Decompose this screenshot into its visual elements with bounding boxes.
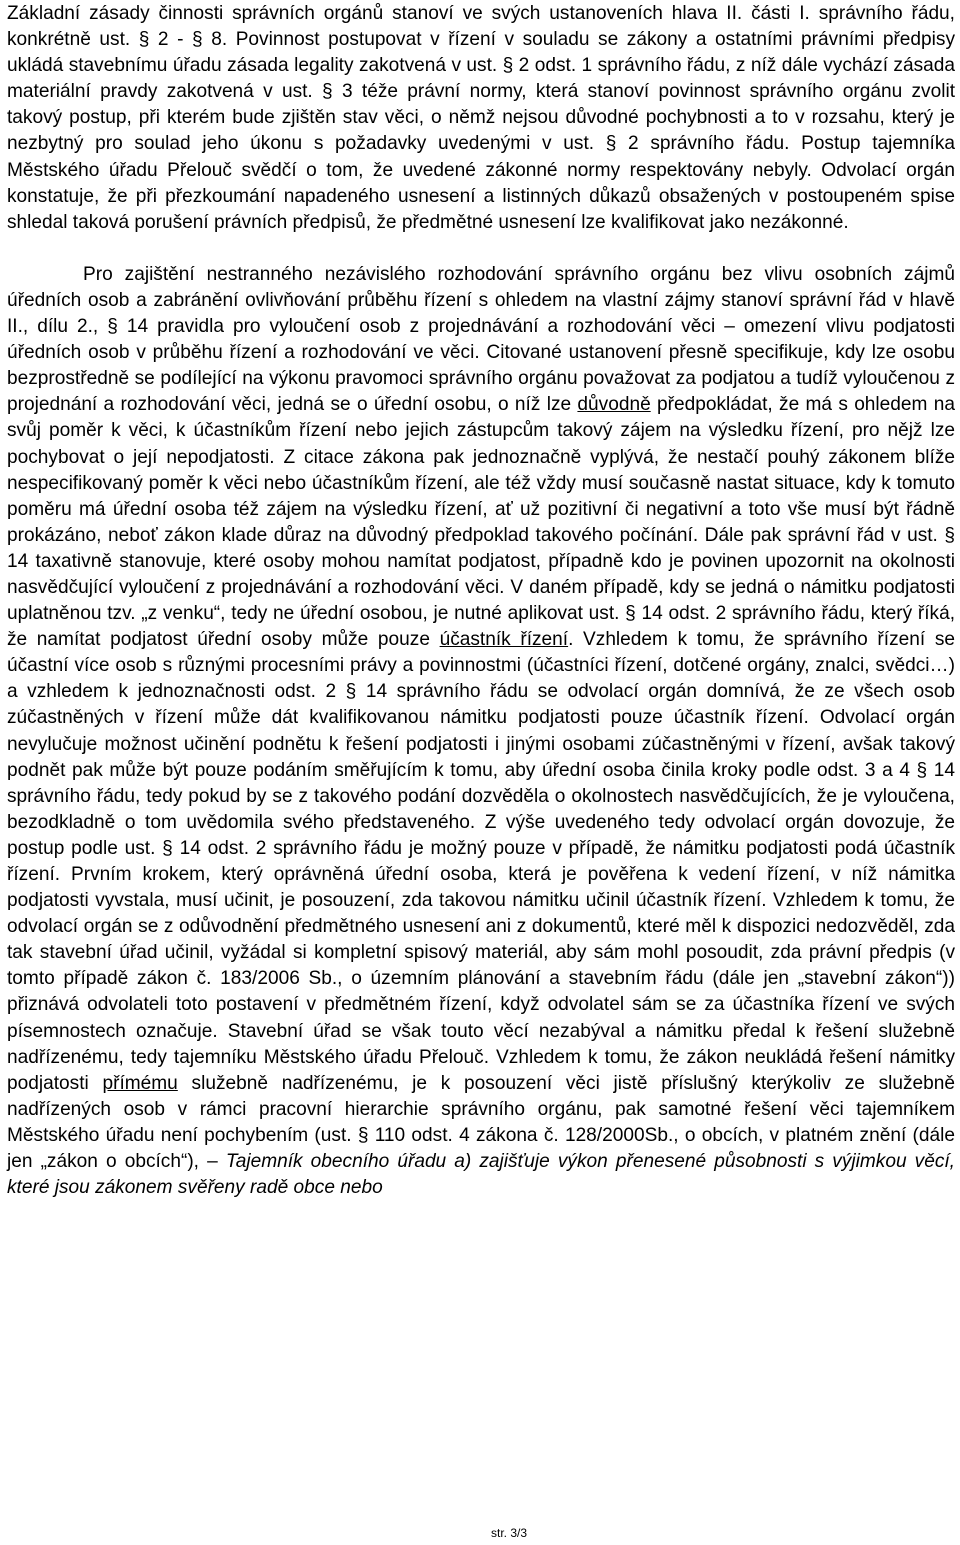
document-page [7, 0, 955, 1201]
underlined-term-duvodne: důvodně [577, 394, 651, 416]
paragraph-impartiality [7, 262, 955, 1201]
paragraph-text-segment: . Vzhledem k tomu, že správního řízení se účastní více osob s různými procesními právy a povinnostmi (účastníci řízení, dotčené orgány, znalci, svědci…) a vzhledem k jednoznačnosti odst. 2 § 14 správního řádu se odvolací orgán domnívá, že ze všech osob zúčastněných v řízení může dát kvalifikovanou námitku podjatosti pouze účastník řízení. Odvolací orgán nevylučuje možnost učinění podnětu k řešení podjatosti i jinými osobami zúčastněnými v řízení, avšak takový podnět pak může být pouze podáním směřujícím k tomu, aby úřední osoba činila kroky podle odst. 3 a 4 § 14 správního řádu, tedy pokud by se z takového podání dozvěděla o okolnostech nasvědčujících, že je vyloučena, bezodkladně o tom uvědomila svého představeného. Z výše uvedeného tedy odvolací orgán dovozuje, že postup podle ust. § 14 odst. 2 správního řádu je možný pouze v případě, že námitku podjatosti podá účastník řízení. Prvním krokem, který oprávněná úřední osoba, která je pověřena k vedení řízení, v níž námitka podjatosti vyvstala, musí učinit, je posouzení, zda takovou námitku učinil účastník řízení. Vzhledem k tomu, že odvolací orgán se z odůvodnění předmětného usnesení ani z dokumentů, které měl k dispozici nedozvěděl, zda tak stavební úřad učinil, vyžádal si kompletní spisový materiál, aby sám mohl posoudit, zda právní předpis (v tomto případě zákon č. 183/2006 Sb., o územním plánování a stavebním řádu (dále jen „stavební zákon“)) přiznává odvolateli toto postavení v předmětném řízení, když odvolatel sám se za účastníka řízení ve svých písemnostech označuje. Stavební úřad se však touto věcí nezabýval a námitku předal k řešení služebně nadřízenému, tedy tajemníku Městského úřadu Přelouč. Vzhledem k tomu, že zákon neukládá řešení námitky podjatosti [7, 629, 955, 1094]
paragraph-text-segment: předpokládat, že má s ohledem na svůj poměr k věci, k účastníkům řízení nebo jejich zástupcům takový zájem na výsledku řízení, pro nějž lze pochybovat o její nepodjatosti. Z citace zákona pak jednoznačně vyplývá, že nestačí pouhý zákonem blíže nespecifikovaný poměr k věci nebo účastníkům řízení, ale též vždy musí současně nastat situace, kdy k tomuto poměru má úřední osoba též zájem na výsledku řízení, ať už pozitivní či negativní a toto vše musí být řádně prokázáno, neboť zákon klade důraz na důvodný předpoklad takového počínání. Dále pak správní řád v ust. § 14 taxativně stanovuje, které osoby mohou namítat podjatost, případně kdo je povinen upozornit na okolnosti nasvědčující vyloučení z projednávání a rozhodování věci. V daném případě, kdy se jedná o námitku podjatosti uplatněnou tzv. „z venku“, tedy ne úřední osobou, je nutné aplikovat ust. § 14 odst. 2 správního řádu, který říká, že namítat podjatost úřední osoby může pouze [7, 394, 955, 651]
paragraph-text-segment: Pro zajištění nestranného nezávislého rozhodování správního orgánu bez vlivu osobních zájmů úředních osob a zabránění ovlivňování průběhu řízení s ohledem na vlastní zájmy stanoví správní řád v hlavě II., dílu 2., § 14 pravidla pro vyloučení osob z projednávání a rozhodování věci – omezení vlivu podjatosti úředních osob v průběhu řízení a rozhodování ve věci. Citované ustanovení přesně specifikuje, kdy lze osobu bezprostředně se podílející na výkonu pravomoci správního orgánu považovat za podjatou a tudíž vyloučenou z projednání a rozhodování věci, jedná se o úřední osobu, o níž lze [7, 263, 955, 416]
page-footer [0, 1526, 960, 1540]
paragraph-legality: Základní zásady činnosti správních orgánů stanoví ve svých ustanoveních hlava II. části I. správního řádu, konkrétně ust. § 2 - § 8. Povinnost postupovat v řízení v souladu se zákony a ostatními právními předpisy ukládá stavebnímu úřadu zásada legality zakotvená v ust. § 2 odst. 1 správního řádu, z níž dále vychází zásada materiální pravdy zakotvená v ust. § 3 téže právní normy, která stanoví povinnost správního orgánu zvolit takový postup, při kterém bude zjištěn stav věci, o němž nejsou důvodné pochybnosti a to v rozsahu, který je nezbytný pro soulad jeho úkonu s požadavky uvedenými v ust. § 2 správního řádu. Postup tajemníka Městského úřadu Přelouč svědčí o tom, že uvedené zákonné normy respektovány nebyly. Odvolací orgán konstatuje, že při přezkoumání napadeného usnesení a listinných důkazů obsažených v postoupeném spise shledal taková porušení právních předpisů, že předmětné usnesení lze kvalifikovat jako nezákonné. [7, 3, 955, 233]
paragraph-text-segment: služebně nadřízenému, je k posouzení věci jistě příslušný kterýkoliv ze služebně nadřízených osob v rámci pracovní hierarchie správního orgánu, pak samotné řešení věci tajemníkem Městského úřadu není pochybením (ust. § 110 odst. 4 zákona č. 128/2000Sb., o obcích, v platném znění (dále jen „zákon o obcích“), – [7, 1072, 955, 1173]
underlined-term-ucastnik-rizeni: účastník řízení [439, 629, 569, 651]
page-number: str. 3/3 [490, 1526, 528, 1540]
italic-quotation: Tajemník obecního úřadu a) zajišťuje výkon přenesené působnosti s výjimkou věcí, které jsou zákonem svěřeny radě obce nebo [7, 1151, 955, 1199]
underlined-term-primemu: přímému [102, 1072, 178, 1094]
